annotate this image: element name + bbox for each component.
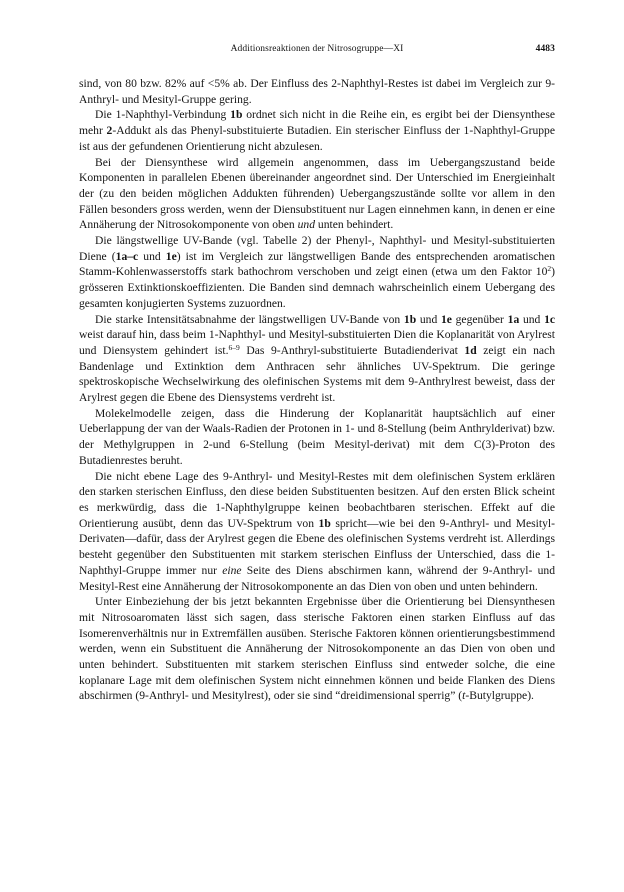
text-run: sind, von 80 bzw. 82% auf <5% ab. Der Einfluss des 2-Naphthyl-Restes ist dabei im Vergleich zur 9-Anthryl- und Mesityl-Gruppe gering. [79,77,555,106]
compound-label: 1d [464,343,477,357]
text-run: gegenüber [451,312,508,326]
text-run: ) grösseren Extinktionskoeffizienten. Die Banden sind demnach wahrscheinlich einem Uebergang des gesamten konjugierten Systems zuzuordnen. [79,265,555,310]
text-run: und [519,312,545,326]
compound-label: 1a [507,312,520,326]
running-head [79,44,555,64]
text-run: Das 9-Anthryl-substituierte Butadienderivat [239,343,465,357]
compound-label: 1e [440,312,452,326]
page-number: 4483 [535,44,555,54]
journal-page [79,44,555,704]
text-run: und [297,218,316,232]
text-run: Seite des Diens abschirmen kann, während der 9-Anthryl- und Mesityl-Rest eine Annäherung der Nitrosokomponente an das Dien von oben und unten behindern. [79,563,555,593]
text-run: Die starke Intensitätsabnahme der längstwelligen UV-Bande von [95,312,404,326]
text-run: Die nicht ebene Lage des 9-Anthryl- und Mesityl-Restes mit dem olefinischen System erklären den starken sterischen Einfluss, den diese beiden Substituenten besitzen. Auf den ersten Blick scheint es merkwürdig, dass die 1-Naphthylgruppe keinen beobachtbaren sterischen. Effekt auf die Orientierung ausübt, denn das UV-Spektrum von [79,469,555,530]
reference-superscript: 2 [547,264,552,274]
compound-label: 1a–c [115,249,139,263]
compound-label: 1b [318,516,331,530]
text-run: weist darauf hin, dass beim 1-Naphthyl- und Mesityl-substituierten Dien die Koplanarität von Arylrest und Diensystem gehindert ist. [79,328,555,357]
paragraph [79,76,555,107]
reference-superscript: 6–9 [228,342,240,352]
text-run: zeigt ein nach Bandenlage und Extinktion dem Anthracen sehr ähnliches UV-Spektrum. Die geringe spektroskopische Wechselwirkung des olefinischen Systems mit dem 9-Anthrylrest beweist, dass der Arylrest gegen die Ebene des Diensystems verdreht ist. [79,343,555,405]
text-run: Die 1-Naphthyl-Verbindung [95,108,231,122]
paragraph [79,469,555,595]
text-run: t [462,689,466,703]
paragraph [79,107,555,154]
text-run: eine [222,563,242,577]
text-run: und [138,249,166,263]
text-run: ordnet sich nicht in die Reihe ein, es ergibt bei der Diensynthese mehr [79,108,555,138]
text-run: spricht—wie bei den 9-Anthryl- und Mesityl-Derivaten—dafür, dass der Arylrest gegen die Ebene des olefinischen Systems verdreht ist. Allerdings besteht gegenüber den Substituenten mit starkem sterischen Einfluss der Unterschied, dass die 1-Naphthyl-Gruppe immer nur [79,516,555,577]
text-run: Unter Einbeziehung der bis jetzt bekannten Ergebnisse über die Orientierung bei Diensynthesen mit Nitrosoaromaten lässt sich sagen, dass sterische Faktoren einen starken Einfluss auf das Isomerenverhältnis nur in Extremfällen ausüben. Sterische Faktoren können orientierungsbestimmend werden, wenn ein Substituent die Annäherung der Nitrosokomponente an das Dien von oben und unten behindert. Substituenten mit starkem sterischen Einfluss sind entweder solche, die eine koplanare Lage mit dem olefinischen System nicht einnehmen können und beide Flanken des Diens abschirmen (9-Anthryl- und Mesitylrest), oder sie sind “dreidimensional sperrig” ( [79,595,555,703]
text-run: -Addukt als das Phenyl-substituierte Butadien. Ein sterischer Einfluss der 1-Naphthyl-Gruppe ist aus der gefundenen Orientierung nicht abzulesen. [79,124,555,153]
text-run: Bei der Diensynthese wird allgemein angenommen, dass im Uebergangszustand beide Komponenten in parallelen Ebenen übereinander angeordnet sind. Der Unterschied im Energieinhalt der (zu den beiden möglichen Addukten führenden) Uebergangszustände sollte vor allem in den Fällen besonders gross werden, wenn der Diensubstituent nur Lagen einnehmen kann, in denen er eine Annäherung der Nitrosokomponente von oben [79,155,555,232]
compound-label: 2 [106,124,113,138]
paragraph [79,312,555,406]
paragraph [79,155,555,234]
compound-label: 1e [165,249,177,263]
paragraph [79,233,555,312]
text-run: -Butylgruppe). [465,689,534,703]
paragraph [79,406,555,469]
running-title: Additionsreaktionen der Nitrosogruppe—XI [230,44,404,54]
text-run: unten behindert. [315,218,394,232]
compound-label: 1c [544,312,556,326]
text-run: Molekelmodelle zeigen, dass die Hinderung der Koplanarität hauptsächlich auf einer Ueberlappung der van der Waals-Radien der Protonen in 1- und 8-Stellung (beim Anthrylderivat) bzw. der Methylgruppen in 2-und 6-Stellung (beim Mesityl-derivat) mit dem C(3)-Proton des Butadienrestes beruht. [79,406,555,467]
text-run: Die längstwellige UV-Bande (vgl. Tabelle 2) der Phenyl-, Naphthyl- und Mesityl-substituierten Diene ( [79,234,555,263]
paragraph [79,594,555,704]
text-run: und [416,312,441,326]
compound-label: 1b [403,312,417,326]
text-run: ) ist im Vergleich zur längstwelligen Bande des entsprechenden aromatischen Stamm-Kohlenwasserstoffs stark bathochrom verschoben und zeigt einen (etwa um den Faktor 10 [79,249,555,279]
compound-label: 1b [230,108,243,122]
article-body [79,76,555,704]
